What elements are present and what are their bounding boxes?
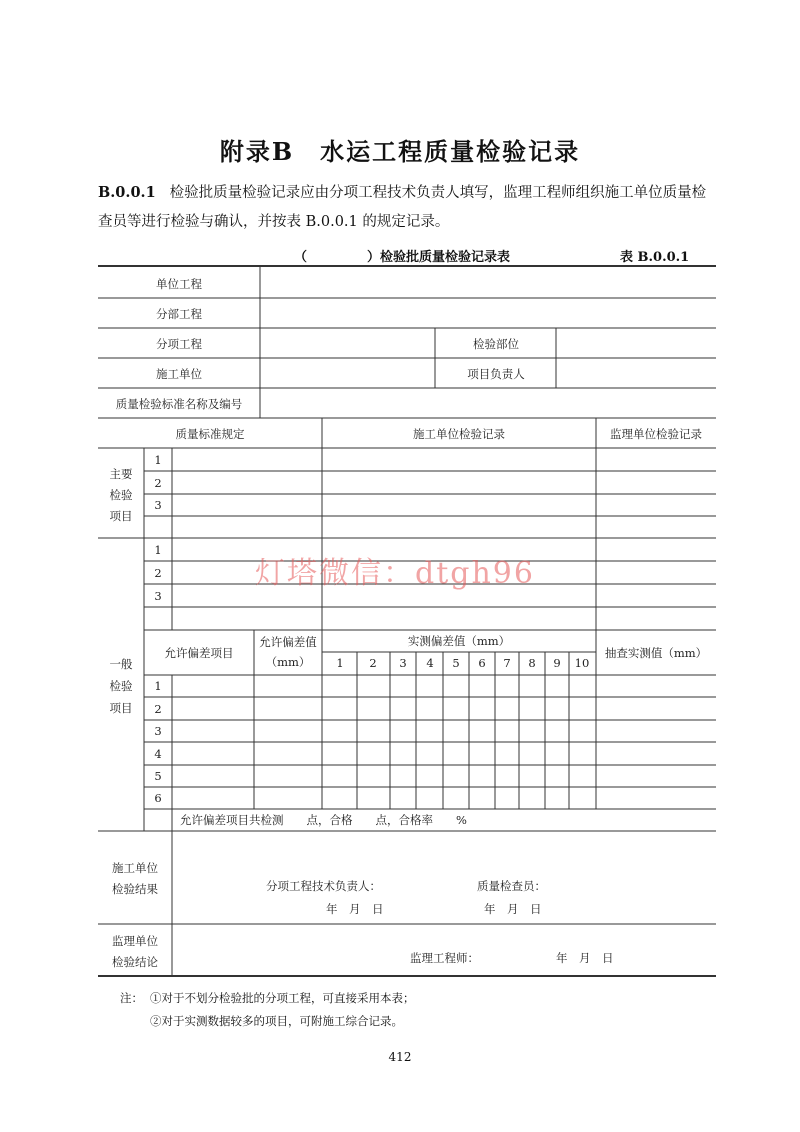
deviation-summary: 允许偏差项目共检测 点，合格 点，合格率 % bbox=[180, 813, 467, 827]
construction-result-label-1: 施工单位 bbox=[112, 861, 158, 875]
measure-col-4: 4 bbox=[426, 656, 434, 670]
notes-prefix: 注： bbox=[120, 991, 143, 1005]
measure-col-2: 2 bbox=[369, 656, 377, 670]
deviation-row-number: 1 bbox=[154, 679, 162, 693]
table-caption-name: ）检验批质量检验记录表 bbox=[367, 250, 511, 265]
general-item-number: 1 bbox=[154, 543, 162, 557]
measure-col-7: 7 bbox=[503, 656, 511, 670]
deviation-item-header: 允许偏差项目 bbox=[164, 646, 234, 660]
deviation-value-header: 允许偏差值 bbox=[259, 635, 317, 649]
table-caption-paren: （ bbox=[294, 250, 308, 265]
deviation-row-number: 4 bbox=[154, 747, 162, 761]
main-item-number: 2 bbox=[154, 476, 162, 490]
label-division-project: 分部工程 bbox=[156, 307, 202, 321]
col-header-standard: 质量标准规定 bbox=[175, 427, 245, 441]
general-items-label-2: 检验 bbox=[109, 679, 133, 693]
main-items-label-1: 主要 bbox=[109, 467, 133, 481]
paragraph-number: B.0.0.1 bbox=[98, 184, 156, 201]
label-construction-unit: 施工单位 bbox=[156, 367, 202, 381]
table-caption-number: 表 B.0.0.1 bbox=[620, 250, 690, 265]
inspector-label: 质量检查员： bbox=[477, 879, 546, 893]
construction-result-label-2: 检验结果 bbox=[112, 882, 158, 896]
col-header-construction-record: 施工单位检验记录 bbox=[413, 427, 505, 441]
main-item-number: 1 bbox=[154, 453, 162, 467]
main-item-number: 3 bbox=[154, 498, 162, 512]
col-header-supervision-record: 监理单位检验记录 bbox=[610, 427, 702, 441]
label-standard-name: 质量检验标准名称及编号 bbox=[115, 397, 243, 411]
supervision-result-label-1: 监理单位 bbox=[112, 934, 158, 948]
supervision-result-label-2: 检验结论 bbox=[112, 955, 158, 969]
label-sub-project: 分项工程 bbox=[156, 337, 202, 351]
construction-date-1: 年 月 日 bbox=[326, 902, 384, 916]
construction-date-2: 年 月 日 bbox=[484, 902, 542, 916]
paragraph-text: 检验批质量检验记录应由分项工程技术负责人填写，监理工程师组织施工单位质量检查员等进行检验与确认，并按表 B.0.0.1 的规定记录。 bbox=[98, 185, 707, 230]
deviation-row-number: 2 bbox=[154, 702, 162, 716]
measure-col-9: 9 bbox=[553, 656, 561, 670]
deviation-unit-header: （mm） bbox=[265, 655, 311, 669]
measured-header: 实测偏差值（mm） bbox=[407, 634, 511, 648]
deviation-row-number: 6 bbox=[154, 791, 162, 805]
watermark: 灯塔微信：dtgh96 bbox=[255, 556, 535, 591]
general-item-number: 2 bbox=[154, 566, 162, 580]
supervision-date: 年 月 日 bbox=[556, 951, 614, 965]
measure-col-1: 1 bbox=[336, 656, 344, 670]
measure-col-5: 5 bbox=[452, 656, 460, 670]
tech-leader-label: 分项工程技术负责人： bbox=[266, 879, 381, 893]
general-item-number: 3 bbox=[154, 589, 162, 603]
measure-col-8: 8 bbox=[528, 656, 536, 670]
label-project-leader: 项目负责人 bbox=[467, 367, 525, 381]
sample-value-header: 抽查实测值（mm） bbox=[604, 646, 708, 660]
note-line-1: ①对于不划分检验批的分项工程，可直接采用本表； bbox=[150, 991, 415, 1005]
measure-col-6: 6 bbox=[478, 656, 486, 670]
supervision-engineer-label: 监理工程师： bbox=[410, 951, 479, 965]
general-items-label-3: 项目 bbox=[109, 701, 133, 715]
measure-col-10: 10 bbox=[574, 656, 590, 670]
page-number: 412 bbox=[388, 1050, 412, 1064]
note-line-2: ②对于实测数据较多的项目，可附施工综合记录。 bbox=[150, 1014, 403, 1028]
page-title: 附录B 水运工程质量检验记录 bbox=[219, 137, 581, 166]
main-items-label-3: 项目 bbox=[109, 509, 133, 523]
label-inspection-location: 检验部位 bbox=[473, 337, 519, 351]
label-unit-project: 单位工程 bbox=[156, 277, 202, 291]
deviation-row-number: 3 bbox=[154, 724, 162, 738]
deviation-row-number: 5 bbox=[154, 769, 162, 783]
measure-col-3: 3 bbox=[399, 656, 407, 670]
general-items-label-1: 一般 bbox=[109, 657, 133, 671]
main-items-label-2: 检验 bbox=[109, 488, 133, 502]
